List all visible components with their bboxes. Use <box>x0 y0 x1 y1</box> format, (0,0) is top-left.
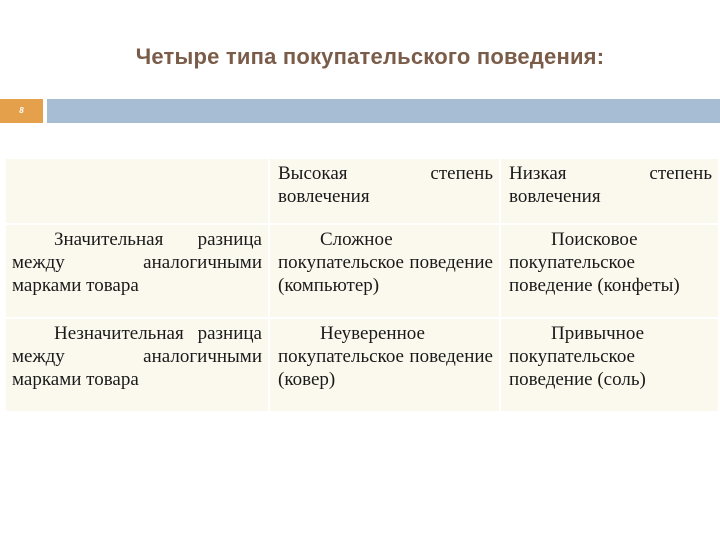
cell-search-behavior <box>500 224 719 318</box>
header-low-involvement <box>500 158 719 224</box>
table-corner-cell <box>5 158 269 224</box>
slide-number: 8 <box>0 99 43 123</box>
cell-text: Поисковое покупательское поведение (конфеты) <box>509 229 680 296</box>
header-low-involvement-text: Низкая степень вовлечения <box>509 163 712 207</box>
row-label-insignificant <box>5 318 269 412</box>
cell-uncertain-behavior <box>269 318 500 412</box>
table-row <box>5 224 719 318</box>
cell-complex-behavior <box>269 224 500 318</box>
header-high-involvement-text: Высокая степень вовлечения <box>278 163 493 207</box>
row-label-text: Незначительная разница между аналогичными марками товара <box>12 323 262 390</box>
row-label-significant <box>5 224 269 318</box>
cell-text: Привычное покупательское поведение (соль) <box>509 323 646 390</box>
behavior-types-table <box>4 157 720 413</box>
table-row <box>5 318 719 412</box>
table-header-row <box>5 158 719 224</box>
cell-habitual-behavior <box>500 318 719 412</box>
header-bar <box>47 99 720 123</box>
cell-text: Неуверенное покупательское поведение (ковер) <box>278 323 493 390</box>
slide-title: Четыре типа покупательского поведения: <box>135 44 605 69</box>
cell-text: Сложное покупательское поведение (компьютер) <box>278 229 493 296</box>
row-label-text: Значительная разница между аналогичными марками товара <box>12 229 262 296</box>
header-high-involvement <box>269 158 500 224</box>
